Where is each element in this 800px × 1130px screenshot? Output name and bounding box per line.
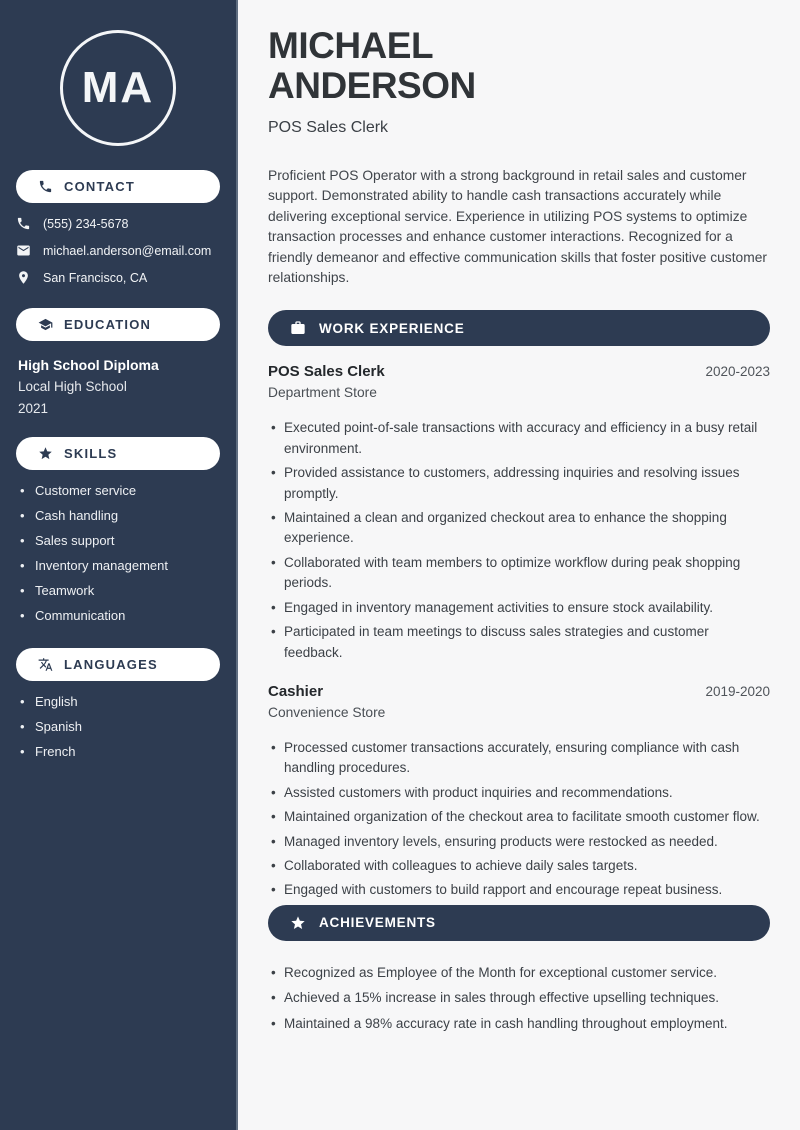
job-title: Cashier (268, 682, 324, 700)
skills-list (18, 482, 220, 624)
job-entry (268, 363, 770, 662)
language-item: • French (18, 743, 220, 760)
profile-summary: Proficient POS Operator with a strong background in retail sales and customer support. Demonstrated ability to handle cash transactions accurately while delivering exceptional service. Experience in utilizing POS systems to optimize transaction processes and enhance customer interactions. Recognized for a friendly demeanor and effective communication skills that foster positive customer relationships. (268, 168, 767, 286)
main-content (240, 0, 800, 1130)
skill-item: • Inventory management (18, 557, 220, 574)
job-bullet-list (268, 418, 770, 662)
language-item: • Spanish (18, 718, 220, 735)
language-item: • English (18, 693, 220, 710)
contact-location (16, 270, 220, 285)
achievements-section-header (268, 905, 770, 941)
work-experience-section-header (268, 310, 770, 346)
achievements-section-label: ACHIEVEMENTS (319, 915, 436, 931)
job-bullet: • Assisted customers with product inquiries and recommendations. (268, 783, 770, 803)
skill-item: • Cash handling (18, 507, 220, 524)
job-bullet: • Managed inventory levels, ensuring products were restocked as needed. (268, 832, 770, 852)
contact-email-value: michael.anderson@email.com (43, 243, 212, 258)
job-bullet: • Maintained a clean and organized checkout area to enhance the shopping experience. (268, 508, 770, 549)
job-bullet: • Provided assistance to customers, addressing inquiries and resolving issues promptly. (268, 463, 770, 504)
job-dates: 2019-2020 (705, 683, 770, 699)
avatar (60, 30, 176, 146)
job-header (268, 363, 770, 380)
job-bullet: • Executed point-of-sale transactions with accuracy and efficiency in a busy retail environment. (268, 418, 770, 459)
mail-icon (16, 243, 31, 258)
job-header (268, 683, 770, 700)
contact-phone-value: (555) 234-5678 (43, 216, 129, 231)
sidebar (0, 0, 238, 1130)
work-experience-section-label: WORK EXPERIENCE (319, 320, 465, 336)
star-icon (38, 446, 53, 461)
skills-section-header (16, 437, 220, 470)
location-icon (16, 270, 31, 285)
person-name: MICHAEL ANDERSON (268, 25, 476, 106)
achievement-item: • Achieved a 15% increase in sales through effective upselling techniques. (268, 988, 770, 1008)
languages-section-header (16, 648, 220, 681)
skill-item: • Teamwork (18, 582, 220, 599)
star-icon (290, 915, 306, 931)
person-title: POS Sales Clerk (268, 119, 389, 136)
education-year: 2021 (18, 401, 49, 416)
job-bullet: • Collaborated with team members to optimize workflow during peak shopping periods. (268, 553, 770, 594)
job-bullet: • Processed customer transactions accurately, ensuring compliance with cash handling procedures. (268, 738, 770, 779)
achievement-item: • Maintained a 98% accuracy rate in cash handling throughout employment. (268, 1014, 770, 1034)
skill-item: • Customer service (18, 482, 220, 499)
job-bullet: • Collaborated with colleagues to achieve daily sales targets. (268, 856, 770, 876)
achievement-item: • Recognized as Employee of the Month for exceptional customer service. (268, 963, 770, 983)
phone-icon (38, 179, 53, 194)
skills-section-label: SKILLS (64, 446, 118, 461)
translate-icon (38, 657, 53, 672)
education-degree: High School Diploma (18, 357, 159, 373)
briefcase-icon (290, 320, 306, 336)
education-entry (18, 354, 220, 420)
avatar-initials: MA (81, 63, 155, 112)
job-bullet: • Participated in team meetings to discuss sales strategies and customer feedback. (268, 622, 770, 663)
graduation-cap-icon (38, 317, 53, 332)
skill-item: • Sales support (18, 532, 220, 549)
languages-list (18, 693, 220, 760)
contact-section-header (16, 170, 220, 203)
achievements-list (268, 963, 770, 1034)
job-company: Department Store (268, 385, 377, 401)
education-section-header (16, 308, 220, 341)
education-section-label: EDUCATION (64, 317, 152, 332)
contact-location-value: San Francisco, CA (43, 270, 148, 285)
job-bullet: • Engaged with customers to build rapport and encourage repeat business. (268, 880, 770, 900)
job-title: POS Sales Clerk (268, 363, 385, 381)
education-school: Local High School (18, 379, 127, 394)
contact-email (16, 243, 220, 258)
job-entry (268, 683, 770, 901)
job-dates: 2020-2023 (705, 364, 770, 380)
contact-phone (16, 216, 220, 231)
job-company: Convenience Store (268, 704, 386, 720)
phone-icon (16, 216, 31, 231)
job-bullet: • Engaged in inventory management activities to ensure stock availability. (268, 598, 770, 618)
job-bullet: • Maintained organization of the checkout area to facilitate smooth customer flow. (268, 807, 770, 827)
contact-list (16, 216, 220, 285)
contact-section-label: CONTACT (64, 179, 135, 194)
skill-item: • Communication (18, 607, 220, 624)
languages-section-label: LANGUAGES (64, 657, 158, 672)
job-bullet-list (268, 738, 770, 901)
